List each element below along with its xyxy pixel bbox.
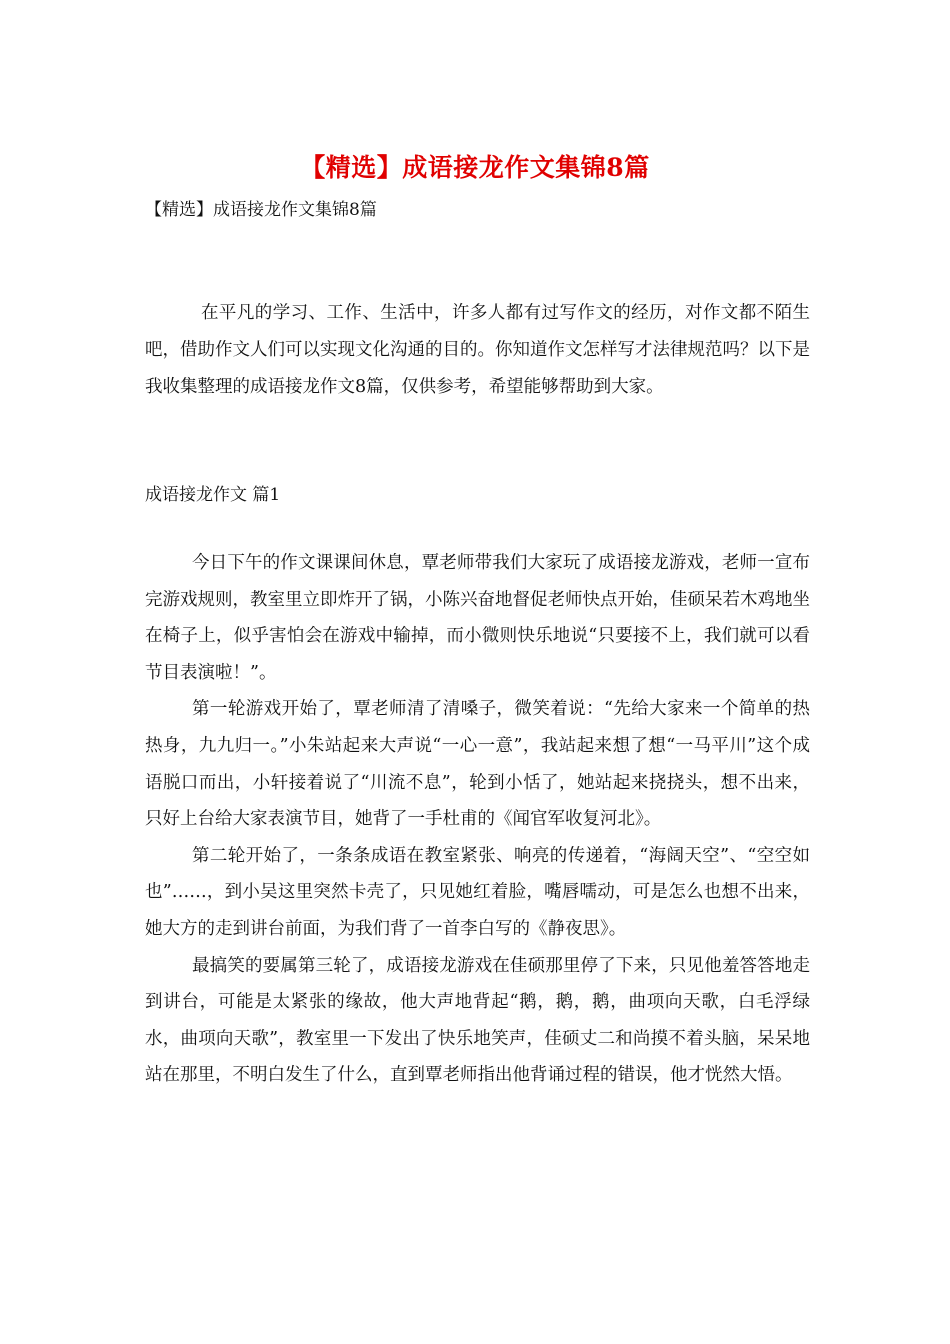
section-heading: 成语接龙作文 篇1 <box>145 485 281 505</box>
essay-paragraph: 最搞笑的要属第三轮了，成语接龙游戏在佳硕那里停了下来，只见他羞答答地走到讲台，可能是太紧张的缘故，他大声地背起“鹅，鹅，鹅，曲项向天歌，白毛浮绿水，曲项向天歌”，教室里一下发出了快乐地笑声，佳硕丈二和尚摸不着头脑，呆呆地站在那里，不明白发生了什么，直到覃老师指出他背诵过程的错误，他才恍然大悟。 <box>145 955 810 1086</box>
essay-paragraph: 第一轮游戏开始了，覃老师清了清嗓子，微笑着说：“先给大家来一个简单的热热身，九九归一。”小朱站起来大声说“一心一意”，我站起来想了想“一马平川”这个成语脱口而出，小轩接着说了“川流不息”，轮到小恬了，她站起来挠挠头，想不出来，只好上台给大家表演节目，她背了一手杜甫的《闻官军收复河北》。 <box>145 699 810 830</box>
essay-paragraph: 第二轮开始了，一条条成语在教室紧张、响亮的传递着，“海阔天空”、“空空如也”……，到小吴这里突然卡壳了，只见她红着脸，嘴唇嚅动，可是怎么也想不出来，她大方的走到讲台前面，为我们背了一首李白写的《静夜思》。 <box>145 845 810 939</box>
document-title: 【精选】成语接龙作文集锦8篇 <box>300 153 650 182</box>
intro-paragraph: 在平凡的学习、工作、生活中，许多人都有过写作文的经历，对作文都不陌生吧，借助作文人们可以实现文化沟通的目的。你知道作文怎样写才法律规范吗？以下是我收集整理的成语接龙作文8篇，仅供参考，希望能够帮助到大家。 <box>145 303 810 397</box>
document-subtitle: 【精选】成语接龙作文集锦8篇 <box>145 200 377 220</box>
essay-paragraph: 今日下午的作文课课间休息，覃老师带我们大家玩了成语接龙游戏，老师一宣布完游戏规则，教室里立即炸开了锅，小陈兴奋地督促老师快点开始，佳硕呆若木鸡地坐在椅子上，似乎害怕会在游戏中输掉，而小微则快乐地说“只要接不上，我们就可以看节目表演啦！”。 <box>145 553 810 683</box>
essay-body <box>145 545 810 1094</box>
